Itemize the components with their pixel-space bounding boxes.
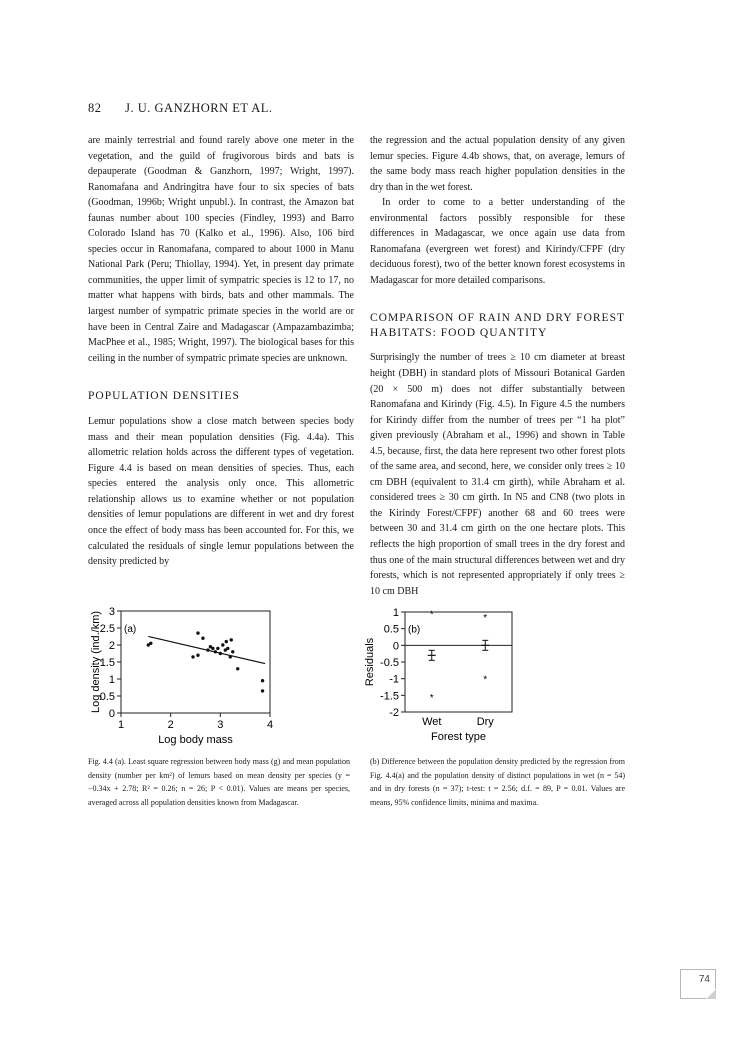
x-tick-label-a: 2 <box>167 719 174 731</box>
data-point <box>211 647 214 650</box>
data-point <box>149 642 152 645</box>
y-tick-label-a: 0.5 <box>99 691 115 703</box>
right-paragraph-1: the regression and the actual population density of any given lemur species. Figure 4.4b shows, that, on average, lemurs of the same body mass reach higher population densities in the dry than in the wet forest. <box>370 135 625 193</box>
figure-caption-b: (b) Difference between the population density predicted by the regression from Fig. 4.4(a) and the population density of distinct populations in wet (n = 54) and in dry forests (n = 37); t-test: t = 2.56; d.f. = 89, P = 0.01. Values are means, 95% confidence limits, minima and maxima. <box>370 757 625 807</box>
right-paragraph-2: In order to come to a better understanding of the environmental factors possibly responsible for these differences in Madagascar, we once again use data from Ranomafana (evergreen wet forest) and Kirindy/CFPF (dry deciduous forest), two of the better known forest ecosystems in Madagascar for more detailed comparisons. <box>370 197 625 286</box>
right-column <box>370 133 625 599</box>
x-tick-label-a: 4 <box>266 719 274 731</box>
x-axis-label-b: Forest type <box>430 731 487 743</box>
y-tick-label-b: 0.5 <box>383 623 399 636</box>
plot-frame-b <box>405 609 512 712</box>
min-marker: * <box>483 674 488 686</box>
x-category-label-b: Dry <box>476 716 494 728</box>
data-point <box>196 654 199 657</box>
x-axis-label-a: Log body mass <box>158 734 233 746</box>
figure-caption-a: Fig. 4.4 (a). Least square regression between body mass (g) and mean population density (number per km²) of lemurs based on mean density per species (y = −0.34x + 2.78; R² = 0.26; n = 26; P < 0.01). Values are means per species, averaged across all population densities known from Madagascar. <box>88 757 350 807</box>
data-point <box>261 689 264 692</box>
data-point <box>221 643 224 646</box>
x-tick-label-a: 3 <box>217 719 224 731</box>
x-category-label-b: Wet <box>422 716 442 728</box>
data-point <box>225 640 228 643</box>
data-point <box>226 647 229 650</box>
data-point <box>206 648 209 651</box>
y-axis-label-b: Residuals <box>364 637 376 687</box>
y-tick-label-a: 3 <box>108 606 115 618</box>
y-tick-label-a: 1 <box>108 674 115 686</box>
page-curl-icon <box>706 989 716 999</box>
y-tick-label-b: -1 <box>389 673 399 686</box>
data-point <box>191 655 194 658</box>
y-tick-label-b: -1.5 <box>380 690 399 703</box>
data-point <box>236 667 239 670</box>
left-paragraph-2: Lemur populations show a close match between species body mass and their mean population densities (Fig. 4.4a). This allometric relation holds across the different types of vegetation. Figure 4.4 is based on mean densities of species. Thus, each species entered the analysis only once. This allometric relationship allows us to examine whether or not population densities of lemur populations are different in wet and dry forest once the effect of body mass has been accounted for. For this, we calculated the residuals of single lemur populations between the density predicted by <box>88 416 354 568</box>
running-head <box>88 101 273 116</box>
data-point <box>229 655 232 658</box>
y-tick-label-a: 0 <box>108 708 115 720</box>
data-point <box>196 631 199 634</box>
y-tick-label-b: 1 <box>392 607 399 619</box>
page-stamp-number: 74 <box>698 974 710 985</box>
figure-4-4a-scatter <box>84 600 284 750</box>
plot-frame-a <box>121 611 270 713</box>
y-tick-label-b: -2 <box>389 707 399 719</box>
x-tick-label-a: 1 <box>117 719 125 731</box>
y-tick-label-b: -0.5 <box>380 657 399 669</box>
max-marker: * <box>429 609 434 621</box>
section-heading-food-quantity: COMPARISON OF RAIN AND DRY FOREST HABITATS: FOOD QUANTITY <box>370 312 625 340</box>
y-tick-label-a: 2 <box>108 640 115 652</box>
data-point <box>216 647 219 650</box>
page-stamp <box>680 969 716 999</box>
left-column <box>88 133 354 570</box>
figure-4-4b-residuals <box>356 604 516 748</box>
page-number: 82 <box>88 101 102 115</box>
min-marker: * <box>429 693 434 704</box>
data-point <box>219 652 222 655</box>
y-tick-label-a: 1.5 <box>99 657 115 669</box>
y-tick-label-a: 2.5 <box>99 623 115 635</box>
max-marker: * <box>483 613 488 624</box>
section-heading-population-densities: POPULATION DENSITIES <box>88 390 240 403</box>
left-paragraph-1: are mainly terrestrial and found rarely above one meter in the vegetation, and the guild of frugivorous birds and bats is depauperate (Goodman & Ganzhorn, 1997; Wright, 1997). Ranomafana and Andringitra have four to six species of bats (Goodman, 1996b; Wright unpubl.). In contrast, the Amazon bat faunas number about 100 species (Findley, 1993) and Barro Colorado Island has 70 (Kalko et al., 1996). Also, 106 bird species occur in Ranomafana, compared to about 1000 in Manu National Park (Peru; Thiollay, 1994). Yet, in present day primate communities, the upper limit of sympatric species is 12 to 17, no matter what happens with birds, bats and other mammals. The largest number of sympatric primate species in the world are or have been in Central Zaire and Madagascar (Ampazambazimba; MacPhee et al., 1985; Wright, 1997). The biological bases for this ceiling in the number of sympatric primate species are unknown. <box>88 135 354 364</box>
y-axis-label-a: Log density (ind./km) <box>90 610 102 714</box>
running-head-authors: J. U. GANZHORN ET AL. <box>125 101 273 115</box>
right-paragraph-3: Surprisingly the number of trees ≥ 10 cm diameter at breast height (DBH) in standard plots of Missouri Botanical Garden (20 × 500 m) does not differ substantially between Ranomafana and Kirindy (Fig. 4.5). In Figure 4.5 the numbers for Kirindy differ from the number of trees per “1 ha plot” given previously (Abraham et al., 1996) and shown in Table 4.5, because, first, the data here represent two other forest plots of the same area, and second, here, we consider only trees ≥ 10 cm DBH (equivalent to 31.4 cm girth), while Abraham et al. considered trees ≥ 30 cm girth. In N5 and CN8 (two plots in the Kirindy Forest/CFPF) another 68 and 60 trees were between 30 and 31.4 cm girth on the one hectare plots. This reflects the high proportion of small trees in the dry forest and thus one of the main structural differences between wet and dry forests, which is not represented appropriately if only trees ≥ 10 cm DBH <box>370 352 625 597</box>
y-tick-label-b: 0 <box>392 640 399 653</box>
data-point <box>261 679 264 682</box>
data-point <box>214 650 217 653</box>
data-point <box>231 650 234 653</box>
data-point <box>201 637 204 640</box>
panel-label-b: (b) <box>408 624 421 636</box>
panel-label-a: (a) <box>124 624 137 635</box>
data-point <box>230 638 233 641</box>
